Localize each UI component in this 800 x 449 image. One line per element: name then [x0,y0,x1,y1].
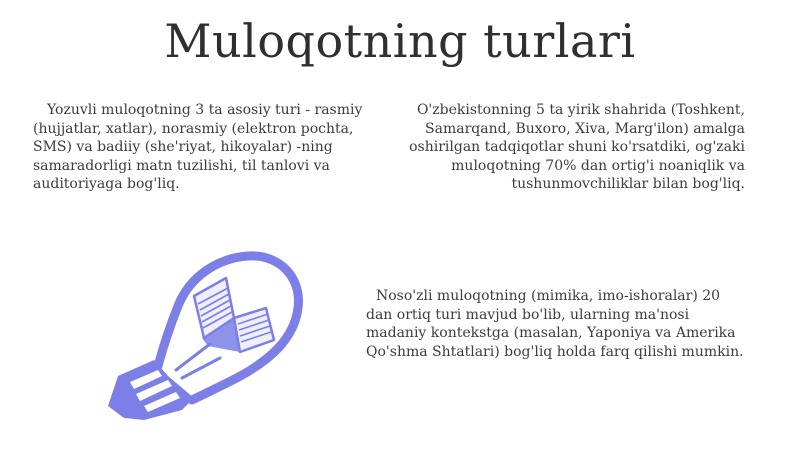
slide-title: Muloqotning turlari [164,14,636,68]
paragraph-oral-communication: O'zbekistonning 5 ta yirik shahrida (Toshkent, Samarqand, Buxoro, Xiva, Marg'ilon) amalga oshirilgan tadqiqotlar shuni ko'rsatdiki, og'zaki muloqotning 70% dan ortig'i noaniqlik va tushunmovchiliklar bilan bog'liq. [409,102,745,192]
paragraph-nonverbal-communication: Noso'zli muloqotning (mimika, imo-ishoralar) 20 dan ortiq turi mavjud bo'lib, ularning ma'nosi madaniy kontekstga (masalan, Yaponiya va Amerika Qo'shma Shtatlari) bog'liq holda farq qilishi mumkin. [366,288,744,360]
paragraph-written-communication: Yozuvli muloqotning 3 ta asosiy turi - rasmiy (hujjatlar, xatlar), norasmiy (elektron pochta, SMS) va badiiy (she'riyat, hikoyalar) -ning samaradorligi matn tuzilishi, til tanlovi va auditoriyaga bog'liq. [33,102,363,192]
lightbulb-book-icon [98,248,308,423]
